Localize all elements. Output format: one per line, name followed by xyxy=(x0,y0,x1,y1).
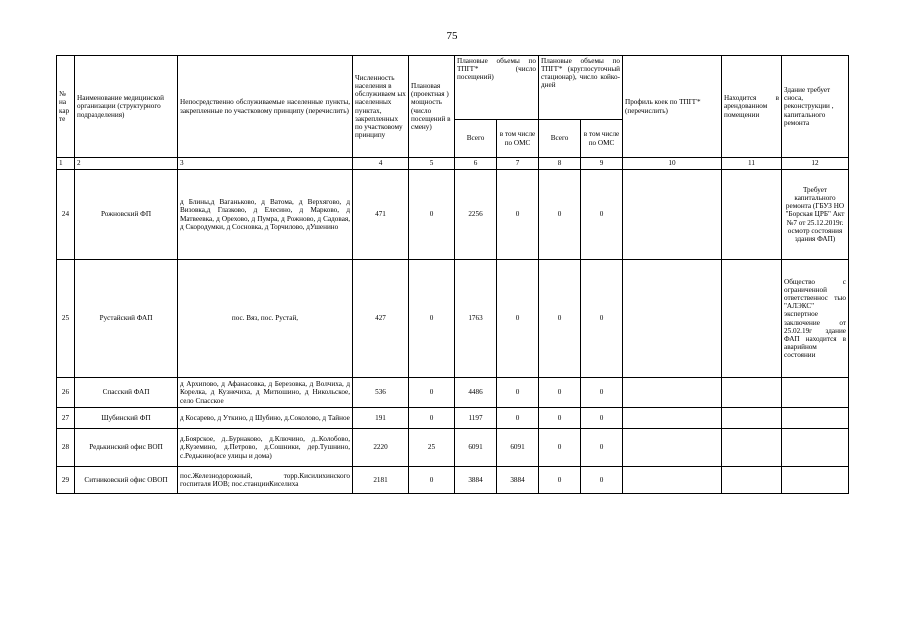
row-beddays-oms: 0 xyxy=(581,260,623,378)
row-visits-total: 4486 xyxy=(455,378,497,408)
col-num: 9 xyxy=(581,158,623,170)
header-planned-visits: Плановые объемы по ТПГГ* (число посещений) xyxy=(455,56,539,120)
row-repair xyxy=(782,378,849,408)
row-beddays-oms: 0 xyxy=(581,170,623,260)
row-capacity: 0 xyxy=(409,260,455,378)
col-num: 12 xyxy=(782,158,849,170)
header-rented: Находится в арендованном помещении xyxy=(722,56,782,158)
row-visits-oms: 3884 xyxy=(497,467,539,494)
row-settlements: пос.Железнодорожный, торр.Кисилихинского госпиталя ИОВ; пос.станцииКиселиха xyxy=(178,467,353,494)
row-visits-total: 1763 xyxy=(455,260,497,378)
row-number: 27 xyxy=(57,408,75,429)
row-bed-profile xyxy=(623,408,722,429)
row-population: 471 xyxy=(353,170,409,260)
row-organization: Шубинский ФП xyxy=(75,408,178,429)
row-population: 191 xyxy=(353,408,409,429)
col-num: 1 xyxy=(57,158,75,170)
row-number: 24 xyxy=(57,170,75,260)
header-visits-oms: в том числе по ОМС xyxy=(497,120,539,158)
row-rented xyxy=(722,378,782,408)
row-visits-total: 2256 xyxy=(455,170,497,260)
col-num: 8 xyxy=(539,158,581,170)
header-capacity: Плановая (проектная ) мощность (число посещений в смену) xyxy=(409,56,455,158)
row-visits-total: 3884 xyxy=(455,467,497,494)
row-rented xyxy=(722,408,782,429)
col-num: 6 xyxy=(455,158,497,170)
row-settlements: д Косарево, д Уткино, д Шубино, д.Соколово, д Тайное xyxy=(178,408,353,429)
header-beddays-total: Всего xyxy=(539,120,581,158)
row-organization: Спасский ФАП xyxy=(75,378,178,408)
row-beddays-oms: 0 xyxy=(581,467,623,494)
row-beddays-total: 0 xyxy=(539,170,581,260)
row-capacity: 25 xyxy=(409,429,455,467)
facilities-table xyxy=(56,55,849,494)
row-visits-oms: 6091 xyxy=(497,429,539,467)
row-beddays-oms: 0 xyxy=(581,429,623,467)
row-beddays-total: 0 xyxy=(539,429,581,467)
row-rented xyxy=(722,429,782,467)
page-number: 75 xyxy=(446,30,458,42)
col-num: 2 xyxy=(75,158,178,170)
row-settlements: пос. Вяз, пос. Рустай, xyxy=(178,260,353,378)
header-planned-beddays: Плановые объемы по ТПГГ* (круглосуточный стационар), число койко-дней xyxy=(539,56,623,120)
row-number: 26 xyxy=(57,378,75,408)
row-capacity: 0 xyxy=(409,408,455,429)
row-repair xyxy=(782,467,849,494)
header-visits-total: Всего xyxy=(455,120,497,158)
col-num: 3 xyxy=(178,158,353,170)
header-map-number: № на кар те xyxy=(57,56,75,158)
row-population: 2181 xyxy=(353,467,409,494)
header-repair: Здание требует сноса, реконструкции , капитального ремонта xyxy=(782,56,849,158)
col-num: 5 xyxy=(409,158,455,170)
row-beddays-total: 0 xyxy=(539,467,581,494)
col-num: 7 xyxy=(497,158,539,170)
row-settlements: д Блины,д Ваганьково, д Ватома, д Верхягово, д Визовка,д Глазково, д Елесино, д Марково, д Матвеевка, д Орехово, д Пумра, д Рожново, д Садовая, д Скородумки, д Сосновка, д Торчилово, дУшенино xyxy=(178,170,353,260)
table-row xyxy=(57,378,849,408)
row-bed-profile xyxy=(623,467,722,494)
row-number: 28 xyxy=(57,429,75,467)
row-repair: Общество с ограниченной ответственнос тью "АЛЭКС" экспертное заключение от 25.02.19г здание ФАП находится в аварийном состоянии xyxy=(782,260,849,378)
row-visits-oms: 0 xyxy=(497,260,539,378)
header-organization: Наименование медицинской организации (структурного подразделения) xyxy=(75,56,178,158)
row-beddays-oms: 0 xyxy=(581,378,623,408)
row-visits-oms: 0 xyxy=(497,408,539,429)
header-population: Численность населения в обслуживаем ых населенных пунктах, закрепленных по участковому принципу xyxy=(353,56,409,158)
header-bed-profile: Профиль коек по ТПГГ* (перечислить) xyxy=(623,56,722,158)
row-beddays-total: 0 xyxy=(539,408,581,429)
row-number: 29 xyxy=(57,467,75,494)
row-population: 536 xyxy=(353,378,409,408)
row-population: 2220 xyxy=(353,429,409,467)
table-row xyxy=(57,429,849,467)
row-bed-profile xyxy=(623,170,722,260)
header-settlements: Непосредственно обслуживаемые населенные пункты, закрепленные по участковому принципу (перечислить) xyxy=(178,56,353,158)
table-row xyxy=(57,467,849,494)
row-organization: Ситниковский офис ОВОП xyxy=(75,467,178,494)
row-settlements: д Архипово, д Афанасовка, д Березовка, д Волчиха, д Корелка, д Кузнечиха, д Митюшино, д Никольское, село Спасское xyxy=(178,378,353,408)
row-capacity: 0 xyxy=(409,170,455,260)
row-settlements: д.Боярское, д..Бурнаково, д.Ключино, д..Колобово, д.Куземино, д.Петрово, д.Сошники, дер.Тушнино, с.Редькино(все улицы и дома) xyxy=(178,429,353,467)
column-numbers-row xyxy=(57,158,849,170)
col-num: 4 xyxy=(353,158,409,170)
row-beddays-total: 0 xyxy=(539,378,581,408)
col-num: 10 xyxy=(623,158,722,170)
row-visits-total: 1197 xyxy=(455,408,497,429)
row-organization: Редькинский офис ВОП xyxy=(75,429,178,467)
row-visits-total: 6091 xyxy=(455,429,497,467)
row-rented xyxy=(722,467,782,494)
row-visits-oms: 0 xyxy=(497,170,539,260)
row-repair: Требует капитального ремонта (ГБУЗ НО "Борская ЦРБ" Акт №7 от 25.12.2019г. осмотр состояния здания ФАП) xyxy=(782,170,849,260)
row-rented xyxy=(722,260,782,378)
row-organization: Рожновский ФП xyxy=(75,170,178,260)
row-repair xyxy=(782,408,849,429)
table-row xyxy=(57,170,849,260)
row-population: 427 xyxy=(353,260,409,378)
row-visits-oms: 0 xyxy=(497,378,539,408)
row-beddays-total: 0 xyxy=(539,260,581,378)
row-bed-profile xyxy=(623,378,722,408)
row-bed-profile xyxy=(623,429,722,467)
row-beddays-oms: 0 xyxy=(581,408,623,429)
row-rented xyxy=(722,170,782,260)
header-row-top xyxy=(57,56,849,120)
row-number: 25 xyxy=(57,260,75,378)
row-repair xyxy=(782,429,849,467)
table-row xyxy=(57,408,849,429)
header-beddays-oms: в том числе по ОМС xyxy=(581,120,623,158)
col-num: 11 xyxy=(722,158,782,170)
table-row xyxy=(57,260,849,378)
row-organization: Рустайский ФАП xyxy=(75,260,178,378)
row-capacity: 0 xyxy=(409,467,455,494)
row-capacity: 0 xyxy=(409,378,455,408)
row-bed-profile xyxy=(623,260,722,378)
